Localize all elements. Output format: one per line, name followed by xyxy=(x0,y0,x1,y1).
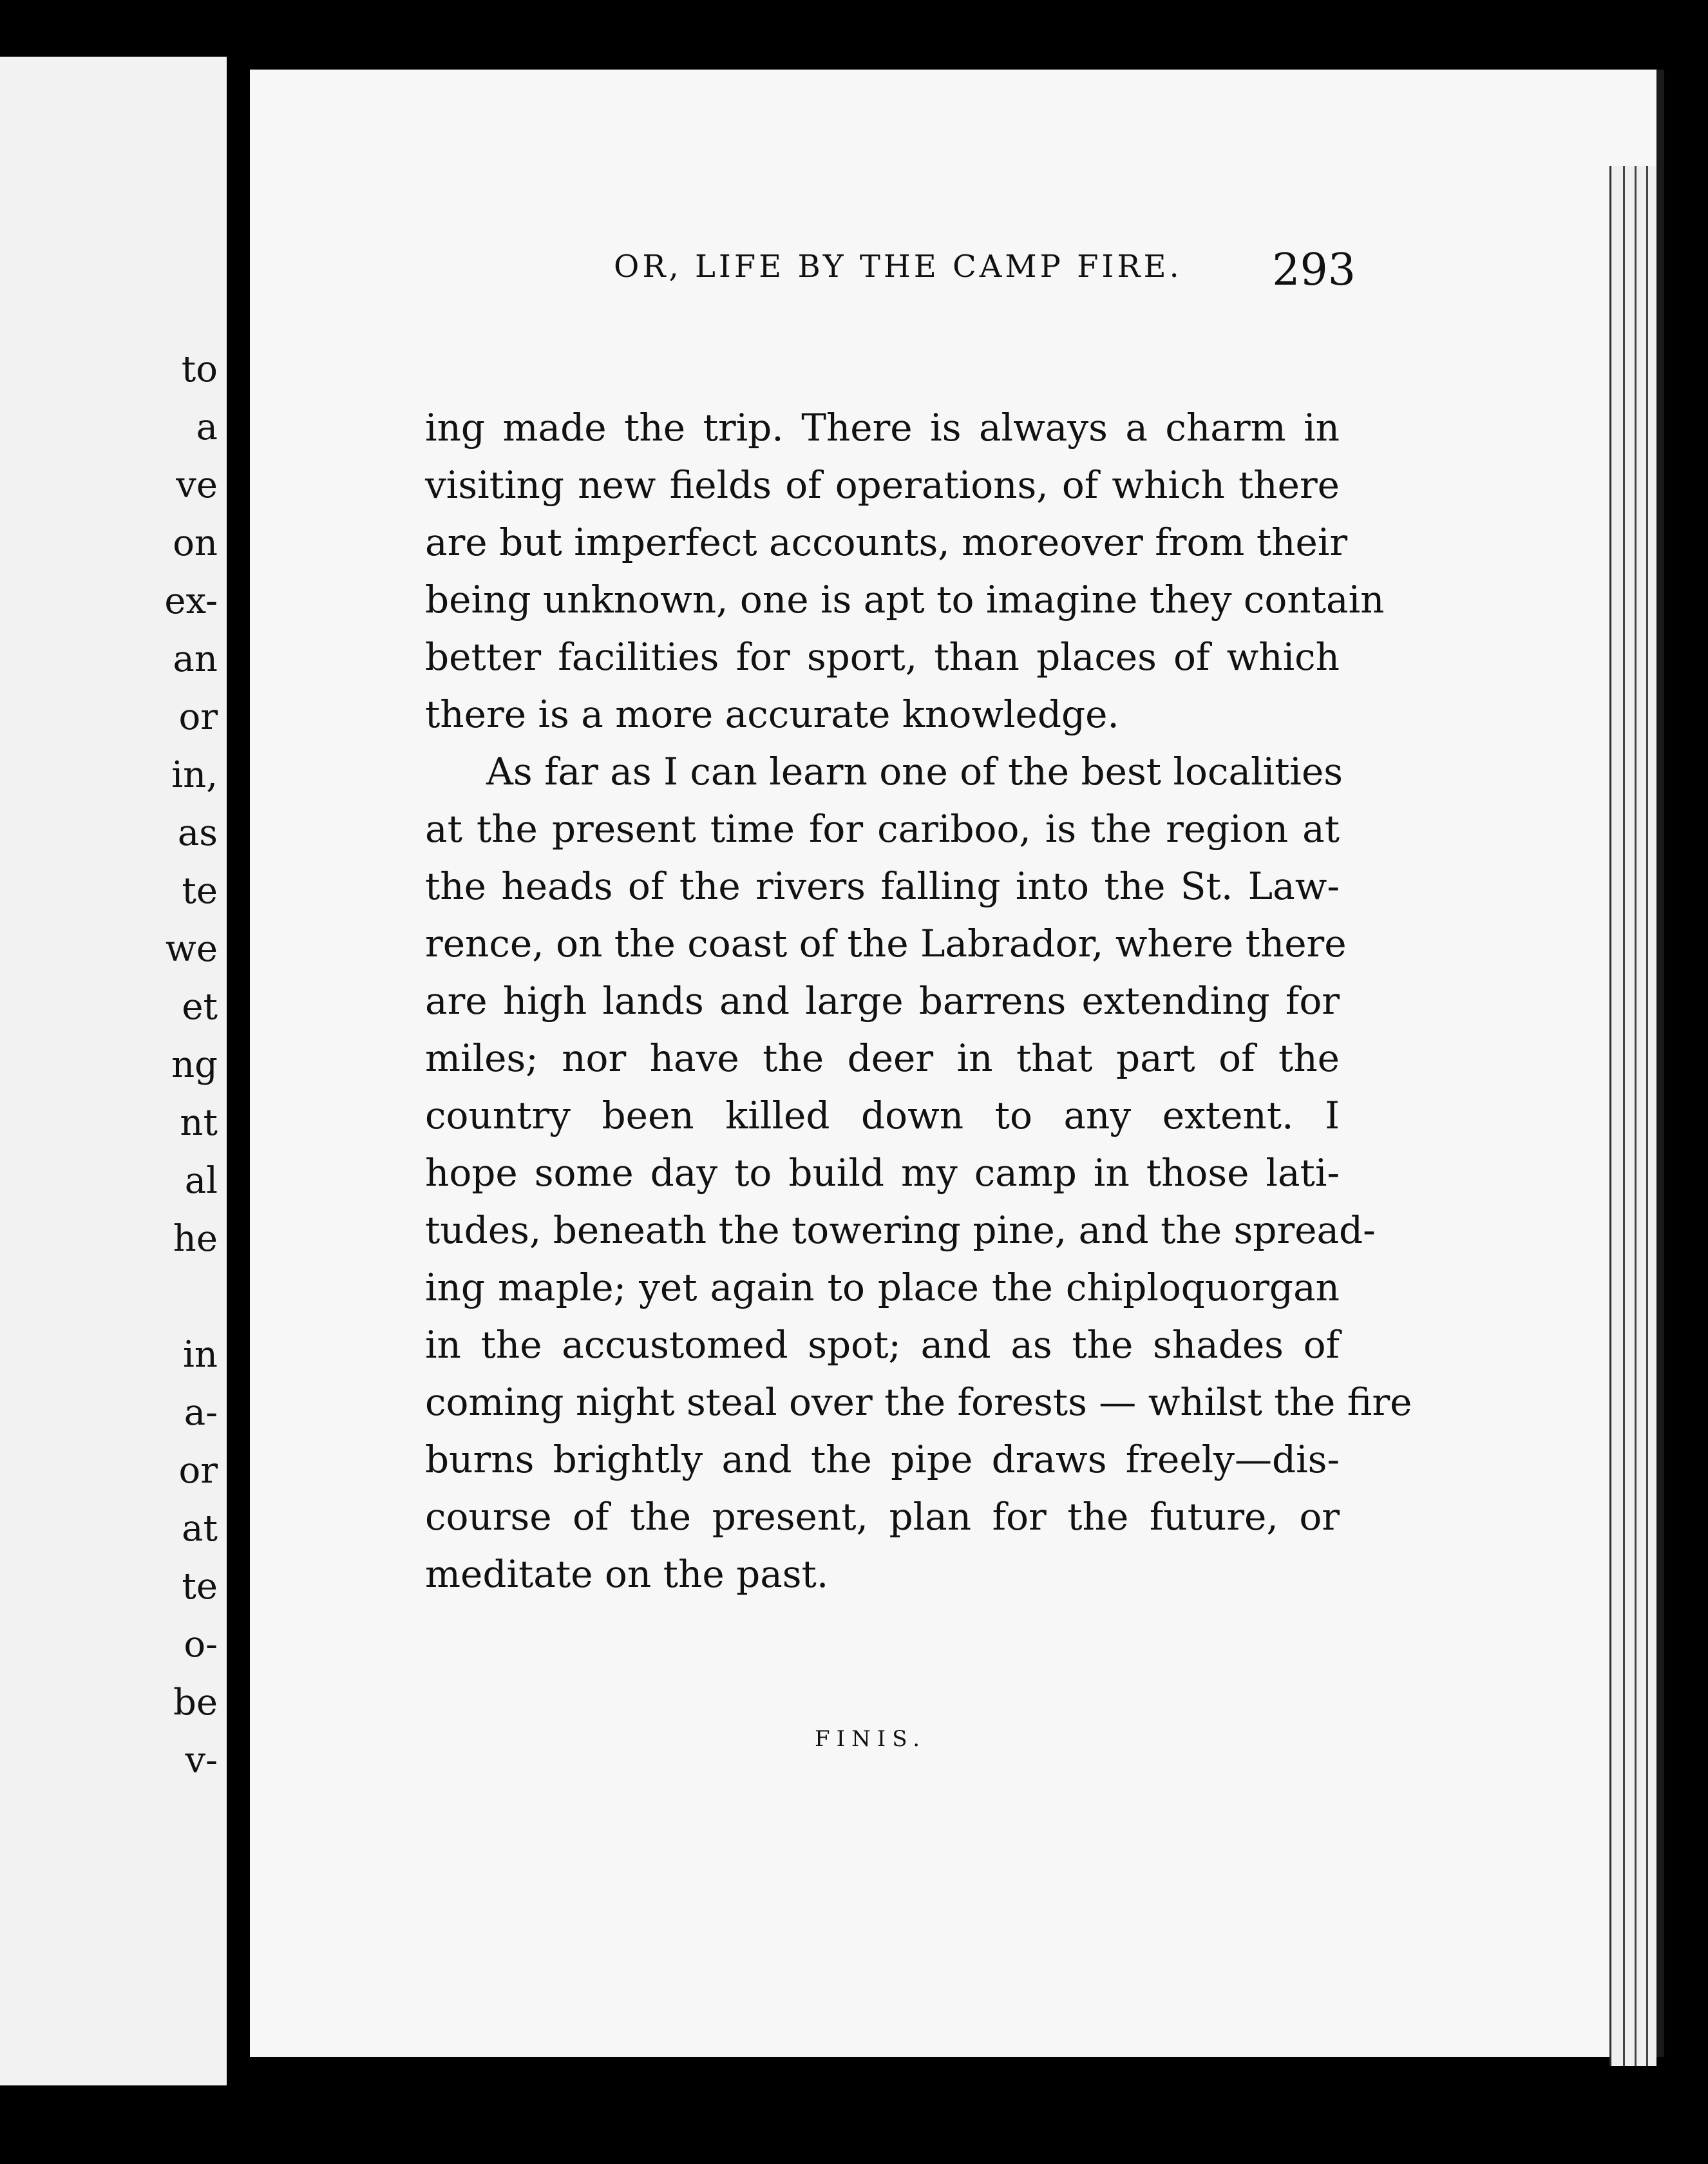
text-line: the heads of the rivers falling into the St. Law- xyxy=(425,864,1340,908)
facing-page-fragment: te xyxy=(182,870,218,912)
facing-page-fragment: be xyxy=(173,1682,218,1723)
facing-page-fragment: or xyxy=(178,696,218,738)
page-block-edge xyxy=(1609,166,1656,2066)
text-line: are but imperfect accounts, moreover from their xyxy=(425,520,1348,564)
facing-page-fragment: we xyxy=(165,928,218,970)
facing-page-fragment: ve xyxy=(176,464,218,506)
text-line: at the present time for cariboo, is the region at xyxy=(425,807,1340,851)
body-text xyxy=(425,399,1412,1603)
facing-page-fragment: te xyxy=(182,1566,218,1608)
facing-page-fragment: al xyxy=(184,1160,218,1202)
facing-page-fragment: a xyxy=(196,406,218,448)
text-line: in the accustomed spot; and as the shades of xyxy=(425,1323,1340,1367)
text-line: hope some day to build my camp in those lati- xyxy=(425,1151,1340,1195)
facing-page-fragment: he xyxy=(173,1218,218,1260)
facing-page-fragment: o- xyxy=(184,1624,218,1666)
text-line: miles; nor have the deer in that part of the xyxy=(425,1036,1340,1080)
running-title: OR, LIFE BY THE CAMP FIRE. xyxy=(614,249,1182,285)
facing-page-fragment: or xyxy=(178,1450,218,1492)
text-line: As far as I can learn one of the best localities xyxy=(486,750,1343,793)
facing-page-fragment: nt xyxy=(180,1102,218,1144)
facing-page-edge xyxy=(0,57,227,2085)
text-line: tudes, beneath the towering pine, and the spread- xyxy=(425,1208,1376,1252)
facing-page-fragment: ex- xyxy=(164,580,218,622)
running-head xyxy=(364,245,1356,303)
text-line: country been killed down to any extent. I xyxy=(425,1094,1340,1137)
text-line: coming night steal over the forests — whilst the fire xyxy=(425,1380,1412,1424)
text-line: being unknown, one is apt to imagine they contain xyxy=(425,578,1385,622)
page-number: 293 xyxy=(1272,245,1356,296)
facing-page-fragment: at xyxy=(182,1508,218,1550)
text-line: visiting new fields of operations, of which there xyxy=(425,463,1340,507)
facing-page-fragment: in, xyxy=(171,754,218,796)
facing-page-fragment: a- xyxy=(184,1392,218,1434)
text-line: meditate on the past. xyxy=(425,1552,829,1596)
text-line: course of the present, plan for the future, or xyxy=(425,1495,1340,1539)
facing-page-fragment: ng xyxy=(171,1044,218,1086)
facing-page-fragment: an xyxy=(173,638,218,680)
text-line: burns brightly and the pipe draws freely—dis- xyxy=(425,1438,1340,1481)
facing-page-fragment: et xyxy=(182,986,218,1028)
facing-page-fragment: on xyxy=(173,522,218,564)
text-line: there is a more accurate knowledge. xyxy=(425,692,1119,736)
text-line: better facilities for sport, than places of which xyxy=(425,635,1340,679)
text-line: ing maple; yet again to place the chiploquorgan xyxy=(425,1266,1340,1309)
facing-page-fragment: as xyxy=(177,812,218,854)
facing-page-fragment: in xyxy=(183,1334,218,1376)
text-line: rence, on the coast of the Labrador, where there xyxy=(425,922,1347,965)
text-line: are high lands and large barrens extending for xyxy=(425,979,1340,1023)
text-line: ing made the trip. There is always a charm in xyxy=(425,406,1340,450)
facing-page-fragment: to xyxy=(181,348,218,390)
facing-page-fragment: v- xyxy=(185,1740,218,1781)
finis-mark: FINIS. xyxy=(815,1726,927,1752)
